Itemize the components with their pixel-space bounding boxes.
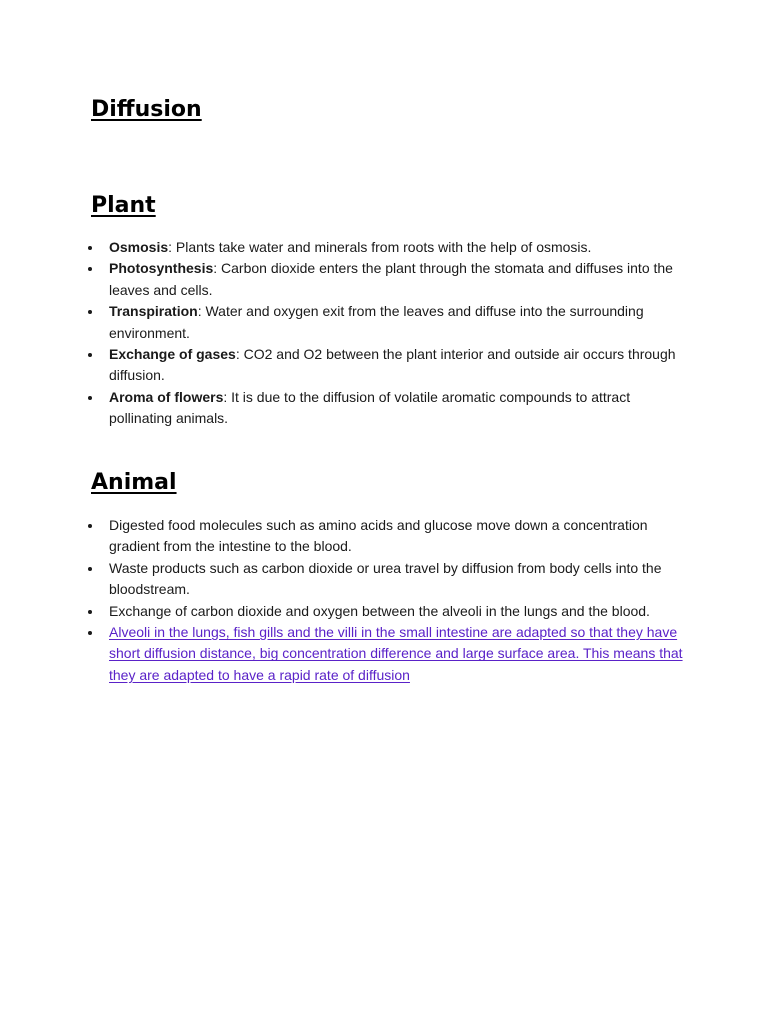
- list-item: [88, 387, 688, 430]
- list-item: [88, 237, 688, 258]
- item-text: Digested food molecules such as amino acids and glucose move down a concentration gradient from the intestine to the blood.: [109, 517, 648, 555]
- bullet-icon: [88, 246, 92, 250]
- bullet-icon: [88, 267, 92, 271]
- bullet-icon: [88, 610, 92, 614]
- plant-list: [88, 237, 688, 430]
- list-item: [88, 622, 688, 686]
- item-text: Exchange of carbon dioxide and oxygen between the alveoli in the lungs and the blood.: [109, 602, 650, 619]
- plant-heading: Plant: [91, 193, 156, 218]
- page-title: Diffusion: [91, 97, 202, 122]
- bullet-icon: [88, 396, 92, 400]
- list-item: [88, 344, 688, 387]
- item-term: Photosynthesis: [109, 260, 214, 277]
- bullet-icon: [88, 353, 92, 357]
- list-item: [88, 301, 688, 344]
- item-text: : Carbon dioxide enters the plant through the stomata and diffuses into the leaves and cells.: [109, 260, 673, 298]
- item-term: Osmosis: [109, 239, 169, 255]
- alveoli-link[interactable]: Alveoli in the lungs, fish gills and the villi in the small intestine are adapted so that they have short diffusion distance, big concentration difference and large surface area. This means that they are adapted to have a rapid rate of diffusion: [109, 624, 683, 683]
- list-item: [88, 558, 688, 601]
- animal-list: [88, 515, 688, 686]
- item-term: Exchange of gases: [109, 346, 236, 363]
- item-text: : Plants take water and minerals from roots with the help of osmosis.: [168, 239, 592, 255]
- item-term: Transpiration: [109, 303, 198, 320]
- item-text: Waste products such as carbon dioxide or urea travel by diffusion from body cells into the bloodstream.: [109, 559, 662, 598]
- list-item: [88, 515, 688, 558]
- item-text: : Water and oxygen exit from the leaves and diffuse into the surrounding environment.: [109, 303, 644, 341]
- item-text: : CO2 and O2 between the plant interior and outside air occurs through diffusion.: [109, 346, 676, 384]
- bullet-icon: [88, 310, 92, 314]
- list-item: [88, 258, 688, 301]
- bullet-icon: [88, 567, 92, 571]
- list-item: [88, 601, 688, 622]
- animal-heading: Animal: [91, 470, 177, 495]
- bullet-icon: [88, 524, 92, 528]
- item-text: : It is due to the diffusion of volatile aromatic compounds to attract pollinating animals.: [109, 388, 631, 427]
- item-term: Aroma of flowers: [109, 388, 224, 405]
- bullet-icon: [88, 631, 92, 635]
